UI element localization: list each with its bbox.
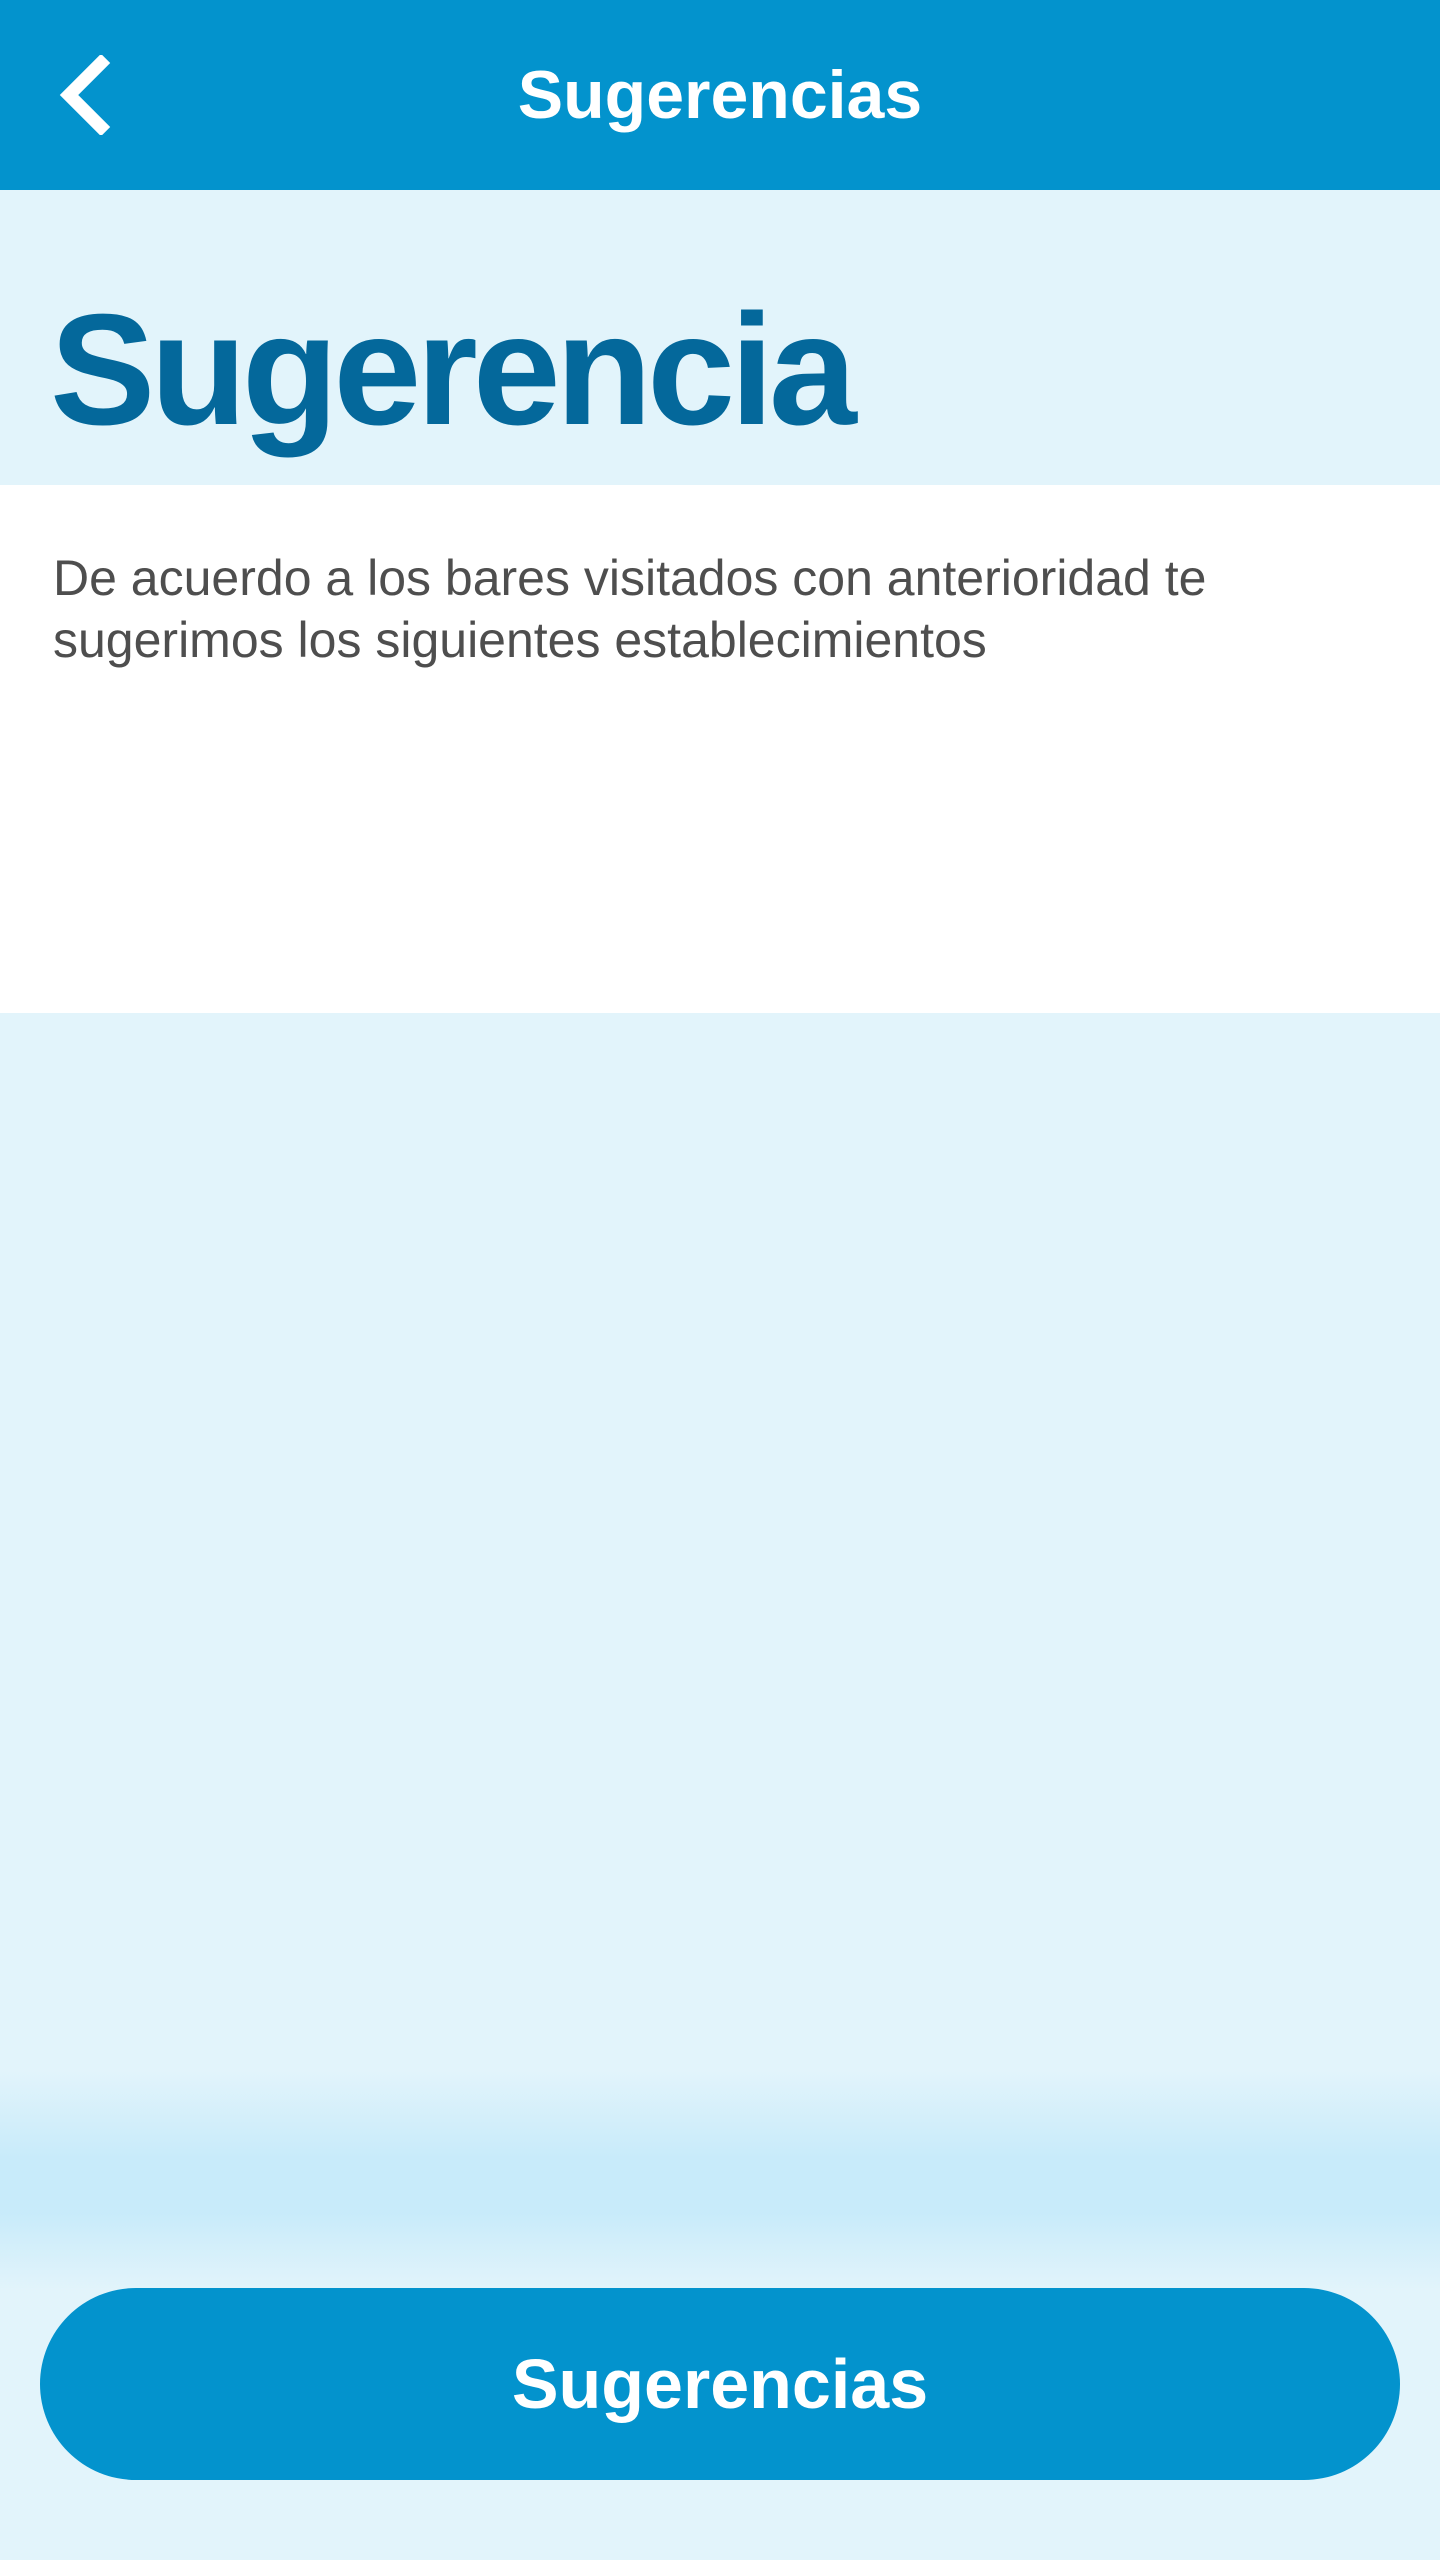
bottom-gradient: [0, 2070, 1440, 2290]
back-button[interactable]: [30, 40, 140, 150]
description-text: De acuerdo a los bares visitados con anterioridad te sugerimos los siguientes establecimientos: [53, 550, 1207, 668]
suggestions-button[interactable]: Sugerencias: [40, 2288, 1400, 2480]
page-title: Sugerencia: [50, 282, 852, 458]
app-bar: [0, 0, 1440, 190]
app-bar-title: Sugerencias: [517, 57, 923, 133]
hero-section: [0, 190, 1440, 485]
chevron-left-icon: [55, 55, 115, 135]
content-card: [0, 485, 1440, 1013]
